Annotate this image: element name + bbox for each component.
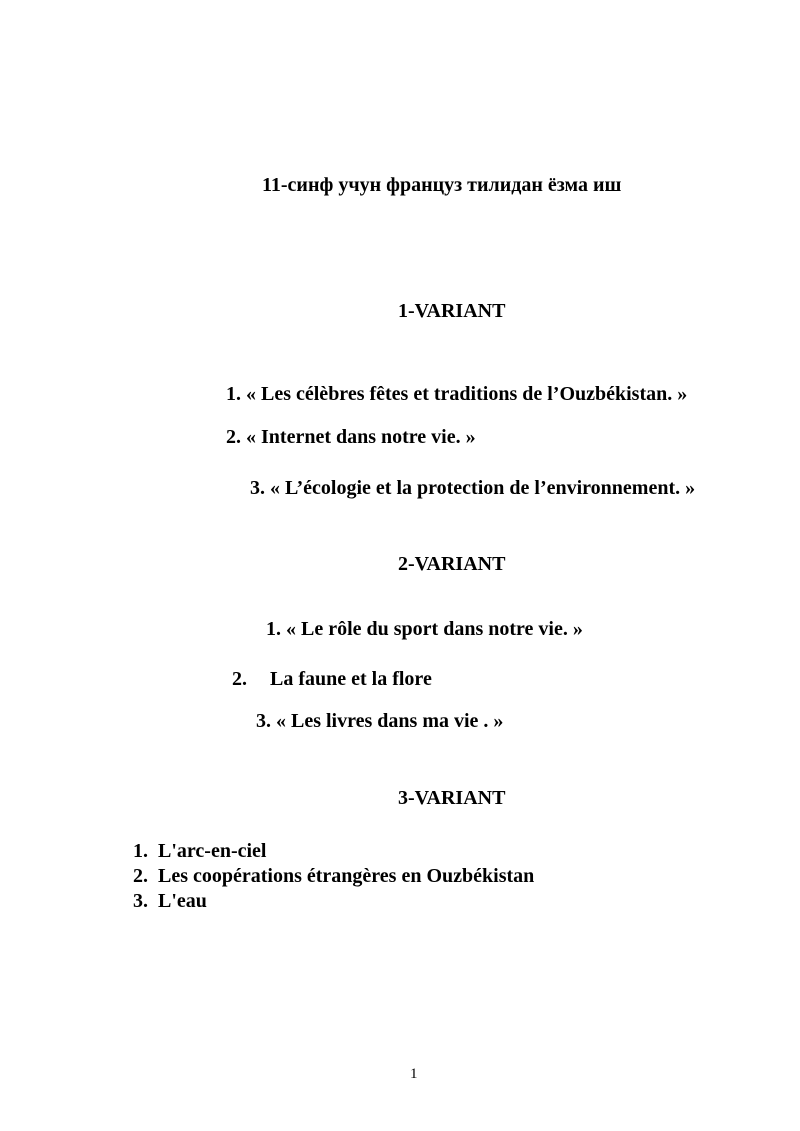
item-text: L'arc-en-ciel [158,840,267,862]
item-number: 2. [133,865,148,887]
item-number: 1. [266,618,281,640]
item-text: « Les livres dans ma vie . » [276,710,504,732]
item-text: « Internet dans notre vie. » [246,426,476,448]
list-item [133,864,534,889]
item-number: 3. [250,477,265,499]
item-text: « Le rôle du sport dans notre vie. » [286,618,583,640]
variant-2-item-1 [266,617,583,641]
item-text: « Les célèbres fêtes et traditions de l’Ouzbékistan. » [246,383,688,405]
variant-2-heading: 2-VARIANT [398,553,506,575]
variant-1-heading: 1-VARIANT [398,300,506,322]
item-number: 2. [226,426,241,448]
page-number: 1 [410,1066,418,1082]
variant-2-item-2 [232,667,432,691]
list-item [133,839,534,864]
item-number: 1. [226,383,241,405]
item-number: 2. [232,668,247,690]
variant-3-heading: 3-VARIANT [398,787,506,809]
item-text: La faune et la flore [270,668,432,690]
item-text: « L’écologie et la protection de l’environnement. » [270,477,696,499]
variant-1-item-2 [226,425,476,449]
item-number: 1. [133,840,148,862]
item-text: L'eau [158,890,207,912]
variant-1-item-3 [250,476,695,500]
item-text: Les coopérations étrangères en Ouzbékistan [158,865,535,887]
list-item [133,889,534,914]
variant-3-list [133,839,534,914]
document-title: 11-синф учун француз тилидан ёзма иш [262,174,622,196]
variant-2-item-3 [256,709,503,733]
item-number: 3. [133,890,148,912]
variant-1-item-1 [226,382,687,406]
item-number: 3. [256,710,271,732]
